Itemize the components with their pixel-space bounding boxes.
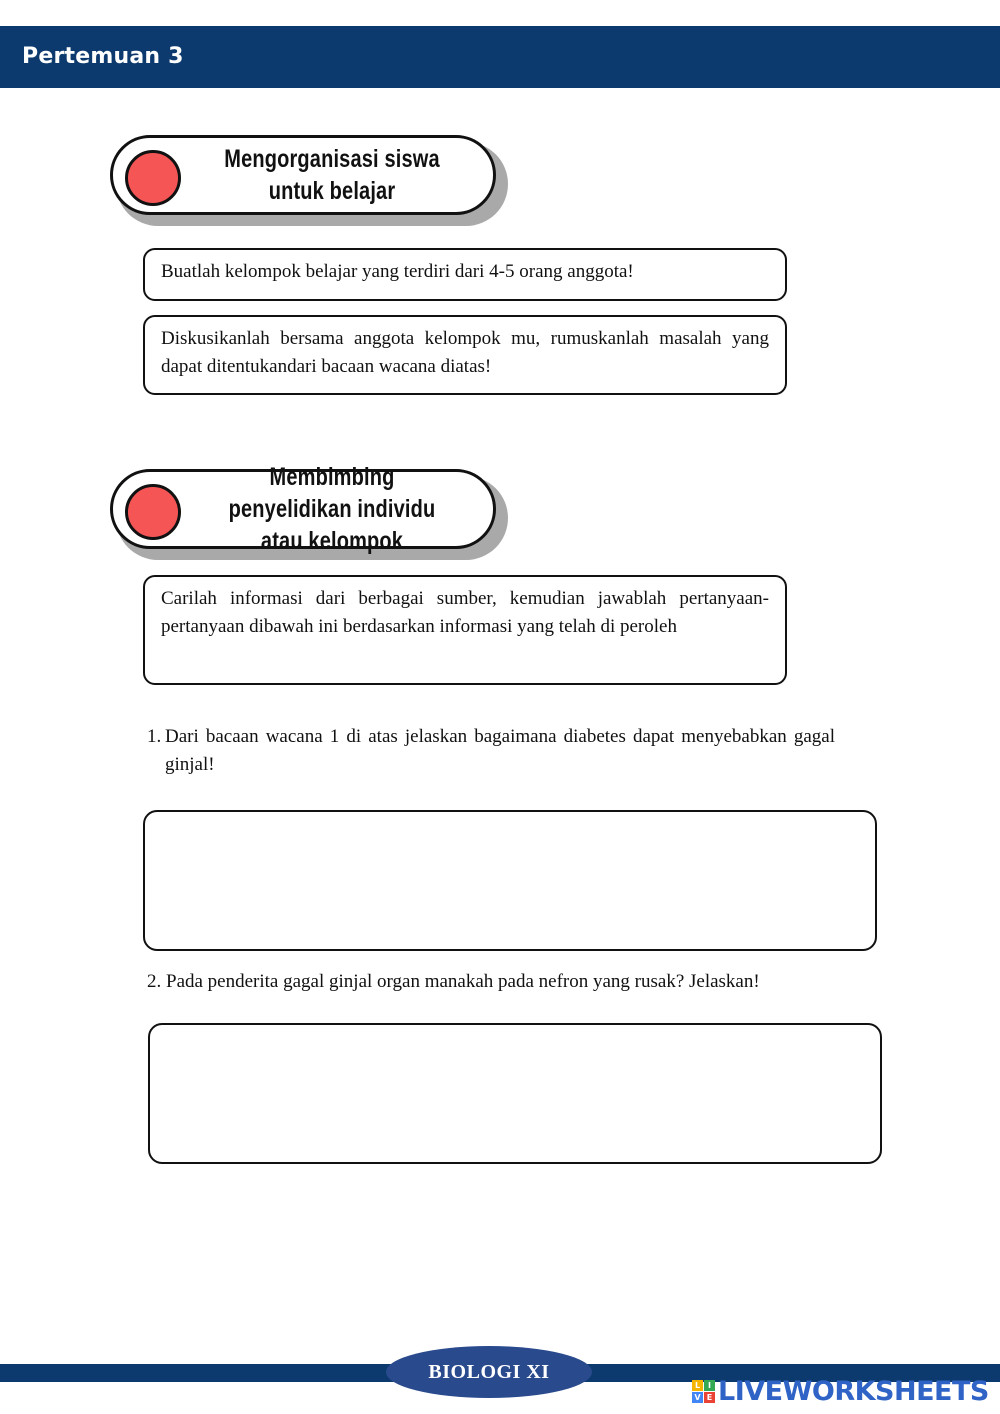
footer-label: BIOLOGI XI bbox=[386, 1346, 592, 1398]
instruction-text: Buatlah kelompok belajar yang terdiri dari 4-5 orang anggota! bbox=[161, 261, 634, 282]
section1-heading-text: Mengorganisasi siswa untuk belajar bbox=[224, 145, 440, 205]
answer-input-1[interactable] bbox=[143, 810, 877, 951]
liveworksheets-watermark bbox=[692, 1376, 989, 1406]
liveworksheets-brand: LIVEWORKSHEETS bbox=[718, 1375, 989, 1407]
answer-input-2[interactable] bbox=[148, 1023, 882, 1164]
red-dot-icon bbox=[125, 150, 181, 206]
question-1 bbox=[147, 723, 835, 779]
instruction-box bbox=[143, 248, 787, 301]
question-text: Dari bacaan wacana 1 di atas jelaskan bagaimana diabetes dapat menyebabkan gagal ginjal! bbox=[165, 726, 835, 775]
question-text: Pada penderita gagal ginjal organ manakah pada nefron yang rusak? Jelaskan! bbox=[166, 971, 760, 992]
liveworksheets-logo-icon: L I V E bbox=[692, 1380, 715, 1403]
question-number: 2. bbox=[147, 971, 162, 992]
page-title: Pertemuan 3 bbox=[22, 44, 184, 69]
question-number: 1. bbox=[147, 726, 162, 747]
red-dot-icon bbox=[125, 484, 181, 540]
instruction-text: Carilah informasi dari berbagai sumber, kemudian jawablah pertanyaan-pertanyaan dibawah ini berdasarkan informasi yang telah di peroleh bbox=[161, 588, 769, 637]
instruction-box bbox=[143, 315, 787, 395]
instruction-text: Diskusikanlah bersama anggota kelompok mu, rumuskanlah masalah yang dapat ditentukandari bacaan wacana diatas! bbox=[161, 328, 769, 377]
section1-heading bbox=[110, 135, 496, 215]
section2-heading-text: Membimbing penyelidikan individu atau kelompok bbox=[228, 463, 436, 555]
question-2 bbox=[147, 968, 867, 996]
instruction-box bbox=[143, 575, 787, 685]
section2-heading bbox=[110, 463, 496, 555]
